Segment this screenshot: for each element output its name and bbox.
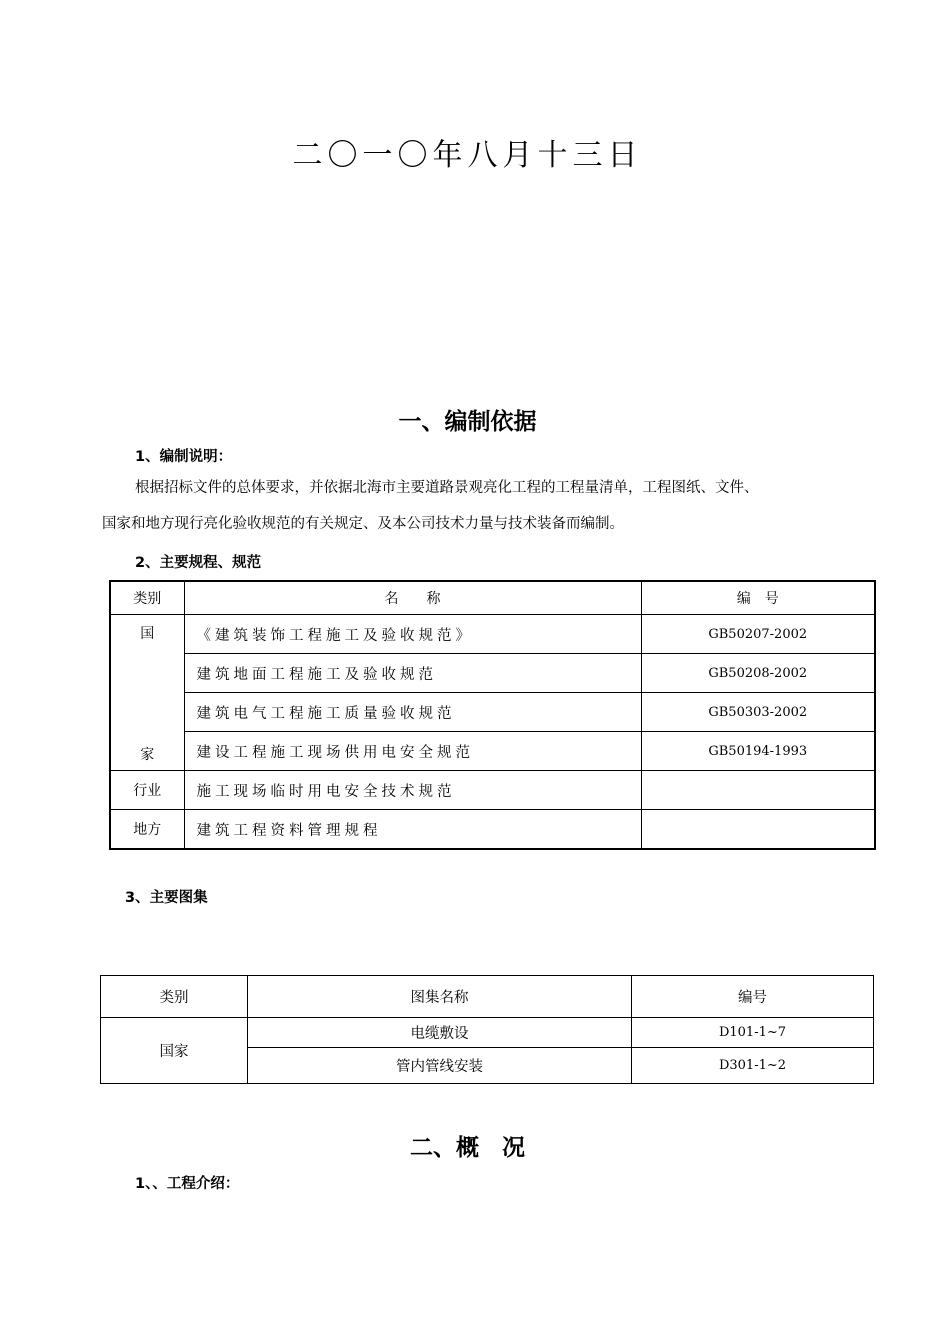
standard-name: 建筑地面工程施工及验收规范 — [184, 654, 641, 693]
category-char-jia: 家 — [140, 747, 155, 763]
subheading-compilation-notes: 1、编制说明： — [135, 449, 233, 465]
header-name: 名 称 — [184, 581, 641, 615]
section-title-overview: 二、概 况 — [410, 1135, 525, 1161]
subheading-standards: 2、主要规程、规范 — [135, 555, 262, 571]
header-code: 编 号 — [641, 581, 875, 615]
standard-name: 建筑工程资料管理规程 — [184, 810, 641, 850]
atlas-name: 电缆敷设 — [248, 1018, 632, 1048]
standard-code: GB50303-2002 — [641, 693, 875, 732]
category-local: 地方 — [110, 810, 184, 850]
table-row — [101, 1018, 874, 1048]
category-industry: 行业 — [110, 771, 184, 810]
table-header-row — [101, 976, 874, 1018]
standard-name: 施工现场临时用电安全技术规范 — [184, 771, 641, 810]
category-national: 国家 — [101, 1018, 248, 1084]
standard-code: GB50194-1993 — [641, 732, 875, 771]
table-row — [110, 693, 875, 732]
table-row — [110, 615, 875, 654]
category-national-cell — [110, 615, 184, 771]
header-code: 编号 — [632, 976, 874, 1018]
atlas-code: D301-1~2 — [632, 1048, 874, 1084]
atlas-table — [100, 975, 874, 1084]
standard-code: GB50207-2002 — [641, 615, 875, 654]
table-row — [110, 771, 875, 810]
standard-name: 建筑电气工程施工质量验收规范 — [184, 693, 641, 732]
standard-code — [641, 771, 875, 810]
standard-name: 《建筑装饰工程施工及验收规范》 — [184, 615, 641, 654]
paragraph-line-2: 国家和地方现行亮化验收规范的有关规定、及本公司技术力量与技术装备而编制。 — [102, 516, 624, 532]
table-row — [110, 810, 875, 850]
document-date: 二〇一〇年八月十三日 — [292, 138, 643, 173]
table-row — [110, 654, 875, 693]
atlas-name: 管内管线安装 — [248, 1048, 632, 1084]
standard-code — [641, 810, 875, 850]
atlas-code: D101-1~7 — [632, 1018, 874, 1048]
subheading-atlas: 3、主要图集 — [125, 890, 208, 906]
subheading-project-intro: 1、、工程介绍： — [135, 1176, 240, 1192]
paragraph-line-1: 根据招标文件的总体要求，并依据北海市主要道路景观亮化工程的工程量清单，工程图纸、文件、 — [135, 480, 759, 496]
header-category: 类别 — [110, 581, 184, 615]
header-atlas-name: 图集名称 — [248, 976, 632, 1018]
category-char-guo: 国 — [140, 626, 155, 642]
standard-code: GB50208-2002 — [641, 654, 875, 693]
standard-name: 建设工程施工现场供用电安全规范 — [184, 732, 641, 771]
table-row — [110, 732, 875, 771]
standards-table — [109, 580, 876, 850]
header-category: 类别 — [101, 976, 248, 1018]
table-header-row — [110, 581, 875, 615]
section-title-basis: 一、编制依据 — [398, 409, 537, 435]
